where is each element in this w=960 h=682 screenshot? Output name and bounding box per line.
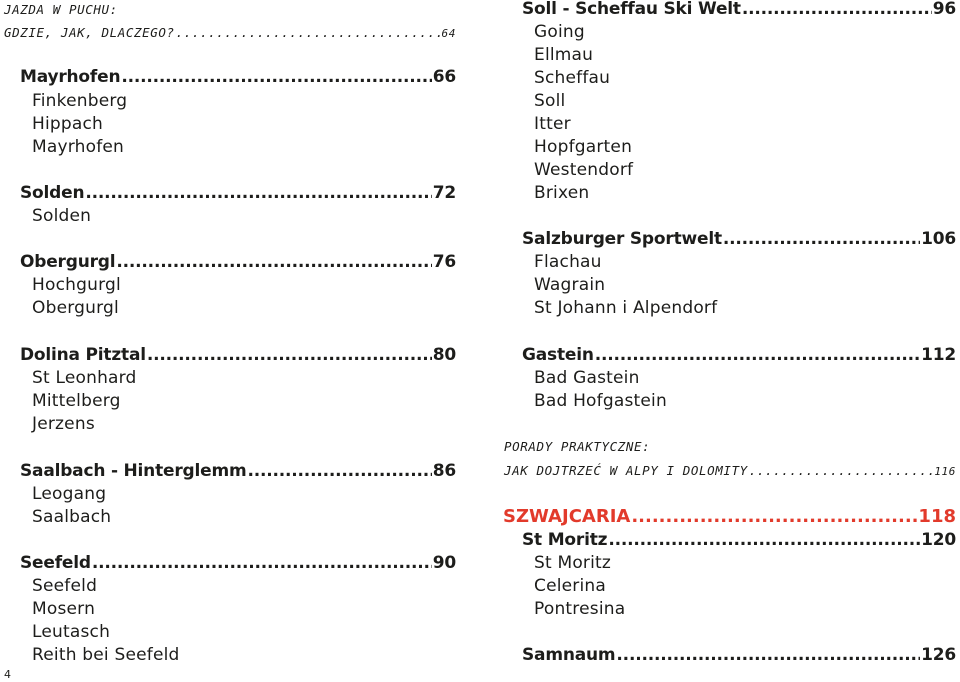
leader-dots	[616, 644, 920, 666]
toc-subitem[interactable]: Itter	[534, 114, 571, 134]
toc-country-title: SZWAJCARIA	[503, 506, 631, 527]
leader-dots	[176, 24, 441, 42]
toc-subitem[interactable]: Obergurgl	[32, 298, 119, 318]
toc-section-title: Mayrhofen	[20, 67, 121, 87]
toc-page-number: 80	[432, 345, 456, 365]
toc-section-sportwelt[interactable]	[522, 228, 956, 250]
toc-section-saalbach[interactable]	[20, 460, 456, 482]
toc-subitem[interactable]: Finkenberg	[32, 91, 128, 111]
toc-section-title: Samnaum	[522, 645, 616, 665]
toc-page-number: 96	[932, 0, 956, 19]
toc-page-number: 118	[918, 506, 956, 527]
toc-section-ski-welt[interactable]	[522, 0, 956, 20]
toc-entry-label: GDZIE, JAK, DLACZEGO?	[4, 25, 175, 40]
leader-dots	[121, 66, 431, 88]
toc-subitem[interactable]: Bad Gastein	[534, 368, 640, 388]
leader-dots	[608, 529, 920, 551]
toc-section-title: Obergurgl	[20, 252, 116, 272]
toc-subitem[interactable]: Leutasch	[32, 622, 111, 642]
toc-page-number: 86	[432, 461, 456, 481]
toc-page-number: 116	[934, 465, 956, 478]
toc-subitem[interactable]: Bad Hofgastein	[534, 391, 667, 411]
toc-section-title: Salzburger Sportwelt	[522, 229, 722, 249]
handwritten-heading: PORADY PRAKTYCZNE:	[504, 439, 651, 454]
toc-page-number: 120	[921, 530, 956, 550]
toc-section-mayrhofen[interactable]	[20, 66, 456, 88]
toc-section-solden[interactable]	[20, 182, 456, 204]
leader-dots	[742, 0, 932, 20]
toc-section-title: Soll - Scheffau Ski Welt	[522, 0, 741, 19]
toc-subitem[interactable]: Hopfgarten	[534, 137, 633, 157]
toc-page-number: 112	[921, 345, 956, 365]
leader-dots	[85, 182, 431, 204]
leader-dots	[749, 462, 934, 480]
toc-subitem[interactable]: Celerina	[534, 576, 607, 596]
toc-subitem[interactable]: Jerzens	[32, 414, 95, 434]
toc-section-seefeld[interactable]	[20, 552, 456, 574]
leader-dots	[595, 344, 920, 366]
toc-section-title: Solden	[20, 183, 85, 203]
toc-section-pitztal[interactable]	[20, 344, 456, 366]
leader-dots	[723, 228, 920, 250]
toc-subitem[interactable]: Mittelberg	[32, 391, 121, 411]
toc-entry-handwritten[interactable]	[504, 462, 956, 480]
toc-page-number: 66	[432, 67, 456, 87]
toc-subitem[interactable]: Hippach	[32, 114, 104, 134]
toc-section-st-moritz[interactable]	[522, 529, 956, 551]
toc-page-number: 64	[441, 27, 456, 40]
toc-section-title: Saalbach - Hinterglemm	[20, 461, 247, 481]
toc-subitem[interactable]: Solden	[32, 206, 92, 226]
toc-subitem[interactable]: Leogang	[32, 484, 107, 504]
toc-page-number: 72	[432, 183, 456, 203]
toc-entry-handwritten[interactable]	[4, 24, 456, 42]
leader-dots	[116, 251, 431, 273]
toc-page-number: 90	[432, 553, 456, 573]
toc-page-number: 76	[432, 252, 456, 272]
leader-dots	[92, 552, 432, 574]
toc-subitem[interactable]: Scheffau	[534, 68, 611, 88]
toc-subitem[interactable]: Mosern	[32, 599, 96, 619]
toc-subitem[interactable]: Going	[534, 22, 585, 42]
toc-subitem[interactable]: Wagrain	[534, 275, 606, 295]
toc-section-gastein[interactable]	[522, 344, 956, 366]
leader-dots	[631, 505, 917, 529]
toc-subitem[interactable]: St Moritz	[534, 553, 612, 573]
toc-subitem[interactable]: Reith bei Seefeld	[32, 645, 180, 665]
toc-subitem[interactable]: Ellmau	[534, 45, 594, 65]
toc-subitem[interactable]: Soll	[534, 91, 566, 111]
toc-subitem[interactable]: Pontresina	[534, 599, 626, 619]
toc-country-switzerland[interactable]	[503, 505, 956, 529]
toc-section-title: Seefeld	[20, 553, 91, 573]
toc-subitem[interactable]: Flachau	[534, 252, 602, 272]
toc-subitem[interactable]: St Leonhard	[32, 368, 137, 388]
toc-section-title: Gastein	[522, 345, 594, 365]
toc-section-title: Dolina Pitztal	[20, 345, 146, 365]
toc-section-samnaum[interactable]	[522, 644, 956, 666]
toc-subitem[interactable]: Westendorf	[534, 160, 634, 180]
toc-subitem[interactable]: Hochgurgl	[32, 275, 121, 295]
toc-subitem[interactable]: Mayrhofen	[32, 137, 125, 157]
toc-entry-label: JAK DOJTRZEĆ W ALPY I DOLOMITY	[504, 463, 748, 478]
toc-section-title: St Moritz	[522, 530, 608, 550]
page-number: 4	[4, 668, 11, 681]
leader-dots	[247, 460, 431, 482]
toc-page-number: 106	[921, 229, 956, 249]
toc-subitem[interactable]: St Johann i Alpendorf	[534, 298, 718, 318]
handwritten-heading: JAZDA W PUCHU:	[4, 2, 118, 17]
leader-dots	[147, 344, 432, 366]
toc-subitem[interactable]: Saalbach	[32, 507, 112, 527]
toc-section-obergurgl[interactable]	[20, 251, 456, 273]
toc-subitem[interactable]: Seefeld	[32, 576, 98, 596]
toc-page-number: 126	[921, 645, 956, 665]
toc-subitem[interactable]: Brixen	[534, 183, 590, 203]
